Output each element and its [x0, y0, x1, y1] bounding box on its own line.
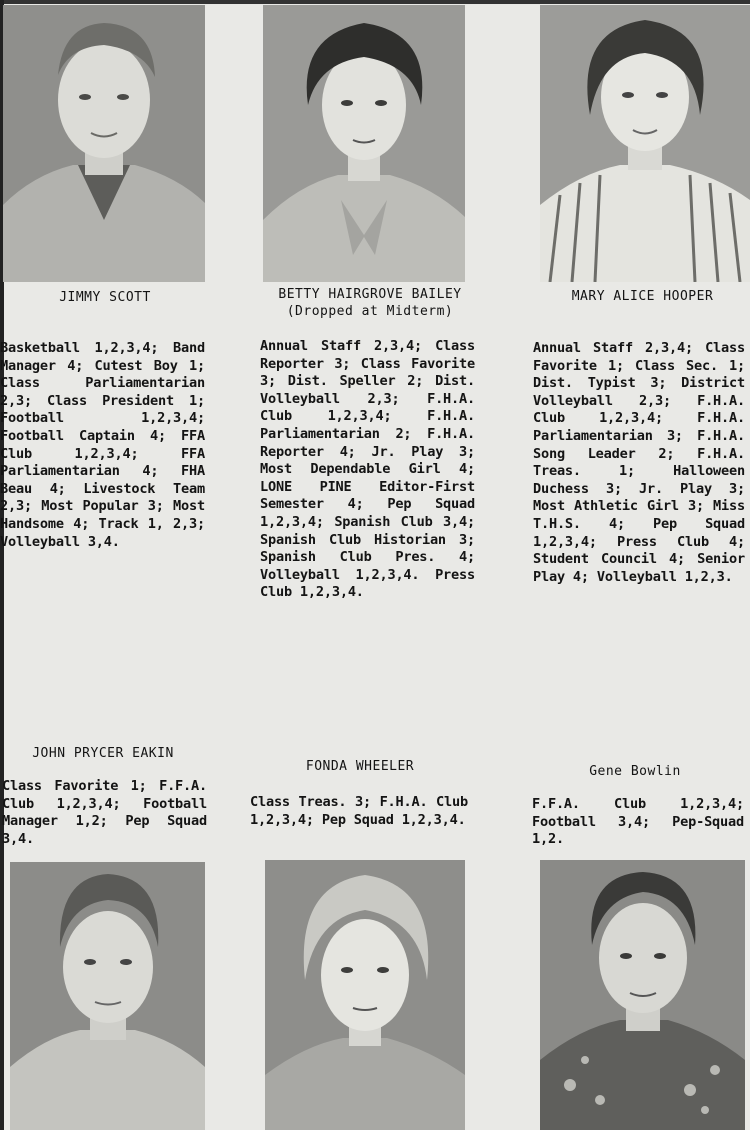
student-name-text: JIMMY SCOTT — [59, 290, 151, 305]
student-activities: Annual Staff 2,3,4; Class Reporter 3; Class Favorite 3; Dist. Speller 2; Dist. Volleyball 2,3; F.H.A. Club 1,2,3,4; F.H.A. Parliamentarian 2; F.H.A. Reporter 4; Jr. Play 3; Most Dependable Girl 4; LONE PINE Editor-First Semester 4; Pep Squad 1,2,3,4; Spanish Club 3,4; Spanish Club Historian 3; Spanish Club Pres. 4; Volleyball 1,2,3,4. Press Club 1,2,3,4. — [260, 338, 475, 601]
student-name-text: MARY ALICE HOOPER — [571, 289, 714, 304]
student-name — [40, 289, 170, 306]
portrait-gene-bowlin — [540, 860, 745, 1130]
student-name — [245, 286, 495, 320]
portrait-john-prycer-eakin — [10, 862, 205, 1130]
student-activities: Class Treas. 3; F.H.A. Club 1,2,3,4; Pep Squad 1,2,3,4. — [250, 794, 468, 828]
student-name — [555, 763, 715, 780]
portrait-mary-alice-hooper — [540, 5, 750, 282]
student-name-text: Gene Bowlin — [589, 764, 681, 779]
student-name-text: JOHN PRYCER EAKIN — [32, 746, 174, 761]
student-activities: Annual Staff 2,3,4; Class Favorite 1; Class Sec. 1; Dist. Typist 3; District Volleyball 2,3; F.H.A. Club 1,2,3,4; F.H.A. Parliamentarian 3; F.H.A. Song Leader 2; F.H.A. Treas. 1; Halloween Duchess 3; Jr. Play 3; Most Athletic Girl 3; Miss T.H.S. 4; Pep Squad 1,2,3,4; Press Club 4; Student Council 4; Senior Play 4; Volleyball 1,2,3. — [533, 340, 745, 585]
student-name — [545, 288, 740, 305]
student-name — [270, 758, 450, 775]
student-name-text: BETTY HAIRGROVE BAILEY — [278, 287, 462, 302]
student-activities: Class Favorite 1; F.F.A. Club 1,2,3,4; Football Manager 1,2; Pep Squad 3,4. — [2, 778, 207, 847]
student-name — [8, 745, 198, 762]
student-activities: Basketball 1,2,3,4; Band Manager 4; Cutest Boy 1; Class Parliamentarian 2,3; Class President 1; Football 1,2,3,4; Football Captain 4; FFA Club 1,2,3,4; FFA Parliamentarian 4; FHA Beau 4; Livestock Team 2,3; Most Popular 3; Most Handsome 4; Track 1, 2,3; Volleyball 3,4. — [0, 340, 205, 550]
student-note: (Dropped at Midterm) — [286, 304, 454, 319]
student-activities: F.F.A. Club 1,2,3,4; Football 3,4; Pep-Squad 1,2. — [532, 796, 744, 848]
portrait-jimmy-scott — [3, 5, 205, 282]
page-edge — [0, 0, 750, 4]
portrait-betty-hairgrove-bailey — [263, 5, 465, 282]
portrait-fonda-wheeler — [265, 860, 465, 1130]
student-name-text: FONDA WHEELER — [305, 759, 415, 774]
